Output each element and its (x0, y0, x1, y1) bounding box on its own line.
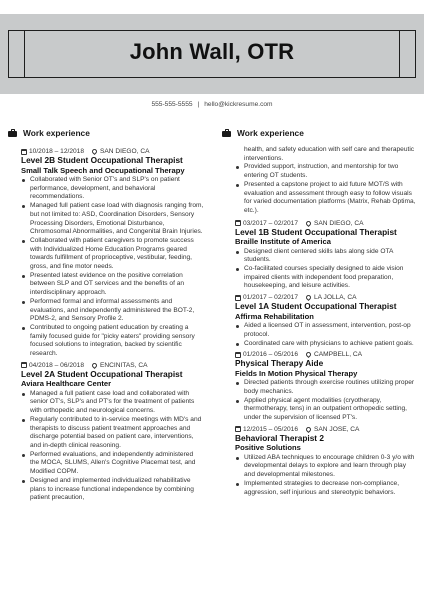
bullet-item: Presented latest evidence on the positive correlation between SLP and OT services and the benefits of an interdisciplinary approach. (21, 272, 204, 298)
bullet-item: Designed client centered skills labs along side OTA students. (235, 248, 418, 265)
company-name: Braille Institute of America (235, 237, 331, 247)
bullet-item: Applied physical agent modalities (cryotherapy, thermotherapy, tens) in an outpatient orthopedic setting, under the supervision of licensed PT's. (235, 397, 418, 423)
location-pin-icon (305, 426, 312, 433)
bullet-item: Provided support, instruction, and mentorship for two entering OT students. (235, 163, 418, 180)
bullet-item: Utilized ABA techniques to encourage children 0-3 y/o with developmental delays to explore and learn through play and developmental milestones. (235, 454, 418, 480)
bullet-item: Collaborated with Senior OT's and SLP's on patient performance, development, and behavioral recommendations. (21, 176, 204, 202)
right-column-continued (222, 146, 418, 499)
bullet-item: Implemented strategies to decrease non-compliance, aggression, self injurious and stereotypic behaviors. (235, 480, 418, 497)
job-title: Level 1A Student Occupational Therapist (235, 301, 397, 312)
job-dates: 03/2017 – 02/2017 (243, 219, 299, 227)
bullet-item: Designed and implemented individualized rehabilitative plans to increase functional independence by combining patient precaution, (21, 477, 204, 503)
briefcase-icon (222, 129, 231, 137)
job-entry (8, 361, 204, 503)
briefcase-icon (8, 129, 17, 137)
job-dates: 04/2018 – 06/2018 (29, 361, 85, 369)
job-title: Level 1B Student Occupational Therapist (235, 226, 397, 237)
bullet-item: Collaborated with patient caregivers to promote success with Individualized Home Education Programs geared towards fulfillment of proprioceptive, vestibular, feeding, gross, and fine motor needs. (21, 237, 204, 272)
section-title: Work experience (23, 128, 90, 138)
frame-top (8, 30, 416, 31)
job-location: ENCINITAS, CA (100, 361, 148, 369)
section-header-work-experience (8, 127, 204, 139)
right-column (222, 127, 418, 147)
job-title: Level 2A Student Occupational Therapist (21, 368, 183, 379)
candidate-name: John Wall, OTR (129, 39, 295, 64)
section-title: Work experience (237, 128, 304, 138)
job-bullets (21, 176, 204, 359)
job-bullets (235, 454, 418, 498)
job-entry (8, 147, 204, 359)
company-name: Small Talk Speech and Occupational Therapy (21, 165, 185, 175)
calendar-icon (235, 220, 241, 226)
bullet-item: Managed full patient case load with diagnosis ranging from, but not limited to: ASD, Coordination Disorders, Sensory Processing Disorders, Emotional Disturbance, Chromosomal Abnormalities, and Congenital Brain Injuries. (21, 202, 204, 237)
job-entry (222, 293, 418, 348)
job-bullets (235, 322, 418, 348)
job-location: CAMPBELL, CA (314, 351, 363, 359)
job-bullets (235, 248, 418, 292)
bullet-item: Aided a licensed OT in assessment, intervention, post-op protocol. (235, 322, 418, 339)
job-title: Physical Therapy Aide (235, 358, 324, 369)
bullet-continuation: health, and safety education with self care and therapeutic interventions. (244, 146, 415, 162)
calendar-icon (235, 426, 241, 432)
location-pin-icon (91, 148, 98, 155)
location-pin-icon (305, 294, 312, 301)
job-title: Level 2B Student Occupational Therapist (21, 155, 183, 165)
bullet-item: Regularly contributed to in-service meetings with MD's and therapists to discuss patient treatment approaches and discharge potential based on patient care, interventions, and in-depth clinical reasoning. (21, 416, 204, 451)
job-entry (222, 425, 418, 498)
bullet-item: Co-facilitated courses specially designed to aide vision impaired clients with independent food preparation, housekeeping, and leisure activities. (235, 265, 418, 291)
bullet-item: Coordinated care with physicians to achieve patient goals. (235, 340, 418, 349)
job-entry (222, 350, 418, 423)
bullet-item: Performed evaluations, and independently administered the MOCA, SLUMS, Allen's Cognitive Placemat test, and Modified COPM. (21, 451, 204, 477)
bullet-item: Presented a capstone project to aid future MOT/S with evaluation and assessment through easy to follow visuals for varied documentation platforms (Matrix, Rehab Optima, etc.). (235, 181, 418, 216)
job-location: SAN JOSE, CA (314, 425, 360, 433)
location-pin-icon (91, 362, 98, 369)
job-dates: 12/2015 – 05/2016 (243, 425, 299, 433)
company-name: Aviara Healthcare Center (21, 379, 112, 389)
contact-line (0, 101, 424, 108)
left-column (8, 127, 204, 505)
calendar-icon (235, 352, 241, 358)
company-name: Affirma Rehabilitation (235, 311, 314, 321)
bullet-item: Contributed to ongoing patient education by creating a family focused guide for "picky eaters" providing sensory focused solutions to integration, backed by scientific research. (21, 324, 204, 359)
job-location: SAN DIEGO, CA (314, 219, 364, 227)
calendar-icon (21, 362, 27, 368)
job-bullets (235, 379, 418, 423)
job-location: SAN DIEGO, CA (100, 148, 150, 155)
bullet-item: Performed formal and informal assessments and evaluations, and independently administered the BOT-2, PDMS-2, and Sensory Profile 2. (21, 298, 204, 324)
bullet-item: Directed patients through exercise routines utilizing proper body mechanics. (235, 379, 418, 396)
job-dates: 01/2016 – 05/2016 (243, 351, 299, 359)
calendar-icon (21, 149, 27, 155)
job-title: Behavioral Therapist 2 (235, 432, 324, 443)
location-pin-icon (305, 351, 312, 358)
job-entry (222, 219, 418, 292)
phone-number[interactable]: 555-555-5555 (151, 101, 193, 108)
job-dates: 01/2017 – 02/2017 (243, 294, 299, 302)
frame-bottom (8, 77, 416, 78)
calendar-icon (235, 295, 241, 301)
company-name: Positive Solutions (235, 443, 301, 453)
bullet-item: Managed a full patient case load and collaborated with senior OT's, SLP's and PT's for the treatment of patients with orthopedic and neurological concerns. (21, 390, 204, 416)
job-location: LA JOLLA, CA (314, 294, 357, 302)
contact-separator: | (197, 101, 200, 108)
company-name: Fields In Motion Physical Therapy (235, 368, 358, 378)
email-link[interactable]: hello@kickresume.com (204, 101, 273, 108)
job-bullets (21, 390, 204, 503)
location-pin-icon (305, 220, 312, 227)
section-header-work-experience (222, 127, 418, 139)
job-dates: 10/2018 – 12/2018 (29, 148, 85, 155)
job-bullets-continued (235, 146, 418, 216)
